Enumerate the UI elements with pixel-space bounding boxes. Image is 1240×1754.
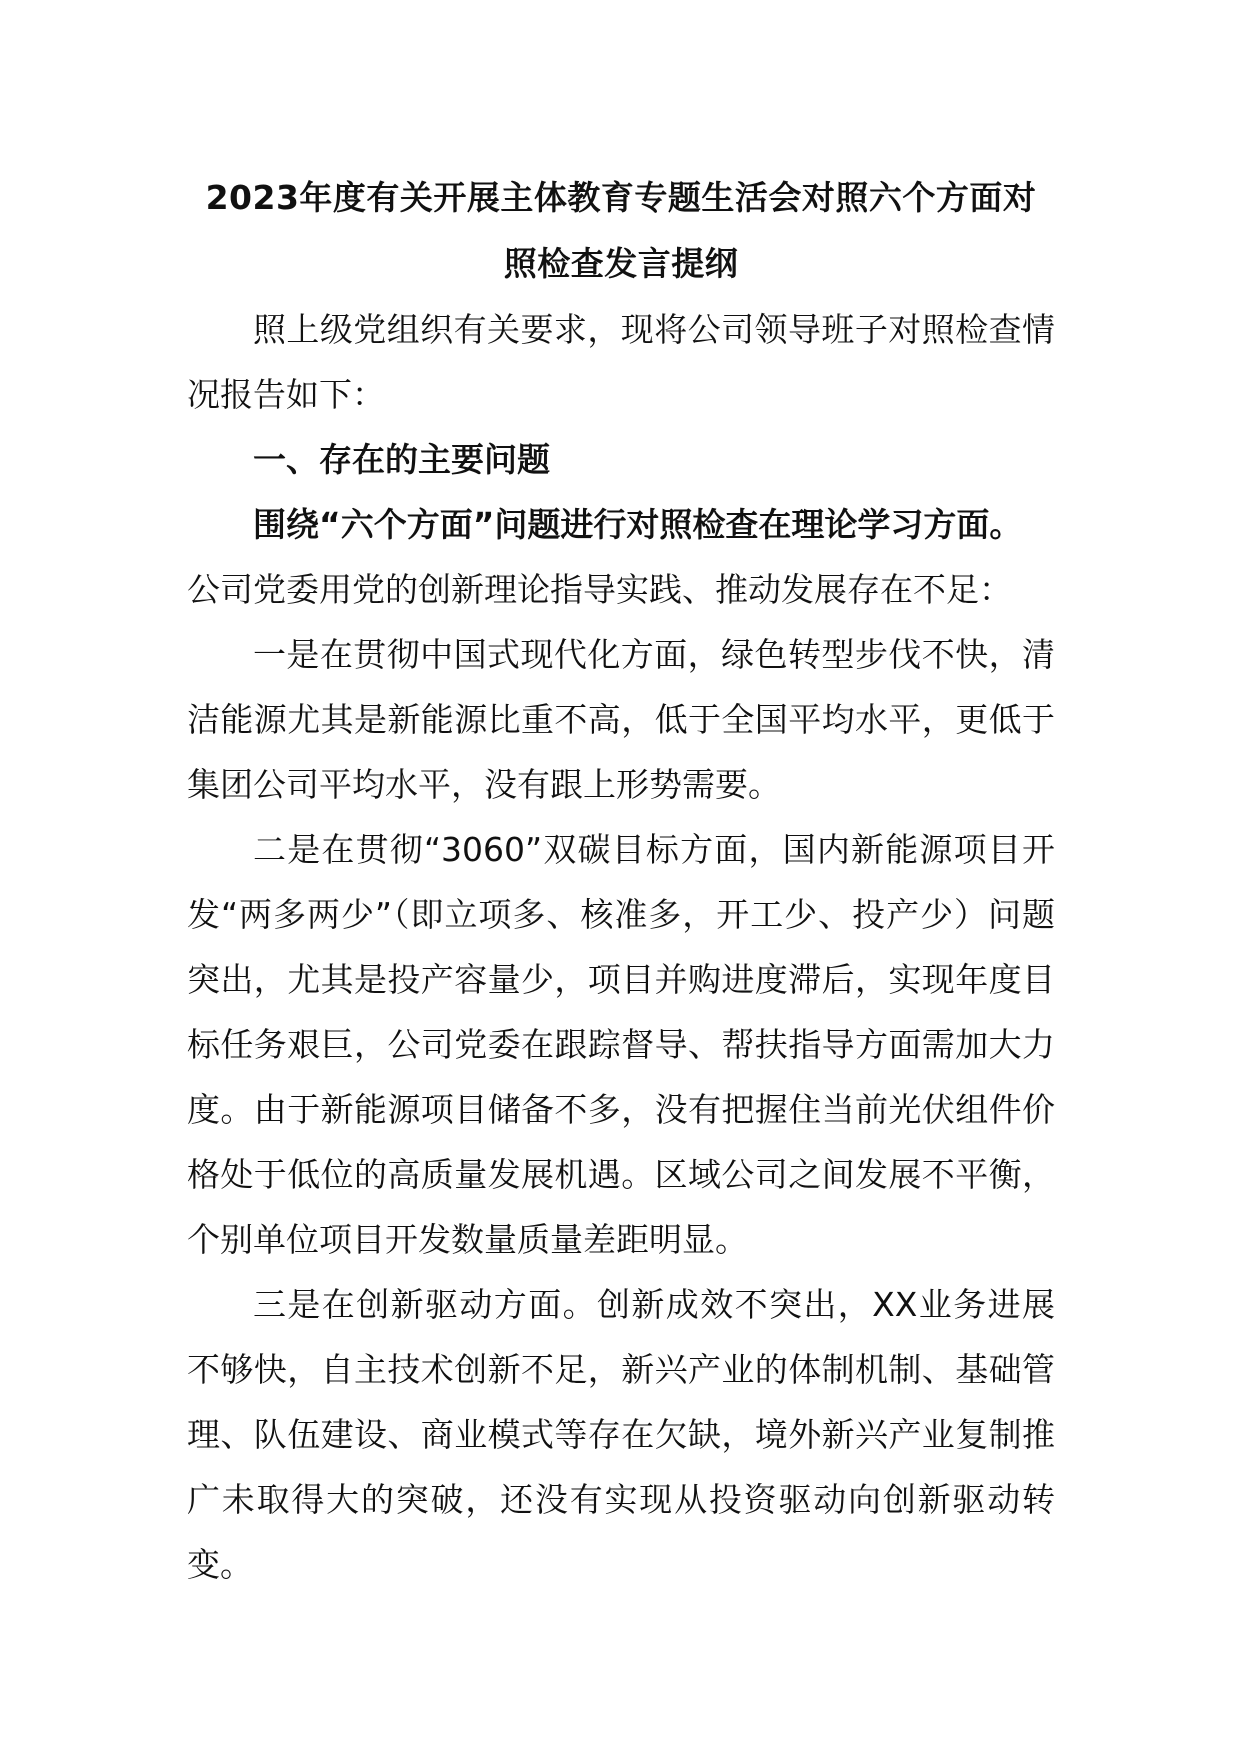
document-title-line-2: 照检查发言提纲 xyxy=(503,244,739,283)
document-title-line-1: 2023年度有关开展主体教育专题生活会对照六个方面对 xyxy=(205,178,1037,217)
paragraph-2: 二是在贯彻“3060”双碳目标方面，国内新能源项目开发“两多两少”（即立项多、核准多，开工少、投产少）问题突出，尤其是投产容量少，项目并购进度滞后，实现年度目标任务艰巨，公司党委在跟踪督导、帮扶指导方面需加大力度。由于新能源项目储备不多，没有把握住当前光伏组件价格处于低位的高质量发展机遇。区域公司之间发展不平衡，个别单位项目开发数量质量差距明显。 xyxy=(187,830,1055,1259)
paragraph-3: 三是在创新驱动方面。创新成效不突出，XX业务进展不够快，自主技术创新不足，新兴产业的体制机制、基础管理、队伍建设、商业模式等存在欠缺，境外新兴产业复制推广未取得大的突破，还没有实现从投资驱动向创新驱动转变。 xyxy=(187,1285,1055,1584)
lead-normal-paragraph: 公司党委用党的创新理论指导实践、推动发展存在不足： xyxy=(187,570,1012,609)
paragraph-1: 一是在贯彻中国式现代化方面，绿色转型步伐不快，清洁能源尤其是新能源比重不高，低于全国平均水平，更低于集团公司平均水平，没有跟上形势需要。 xyxy=(187,635,1055,804)
section-1-heading: 一、存在的主要问题 xyxy=(253,440,550,479)
lead-bold-paragraph: 围绕“六个方面”问题进行对照检查在理论学习方面。 xyxy=(253,505,1023,544)
intro-paragraph: 照上级党组织有关要求，现将公司领导班子对照检查情况报告如下： xyxy=(187,310,1055,414)
document-body xyxy=(187,165,1055,1597)
